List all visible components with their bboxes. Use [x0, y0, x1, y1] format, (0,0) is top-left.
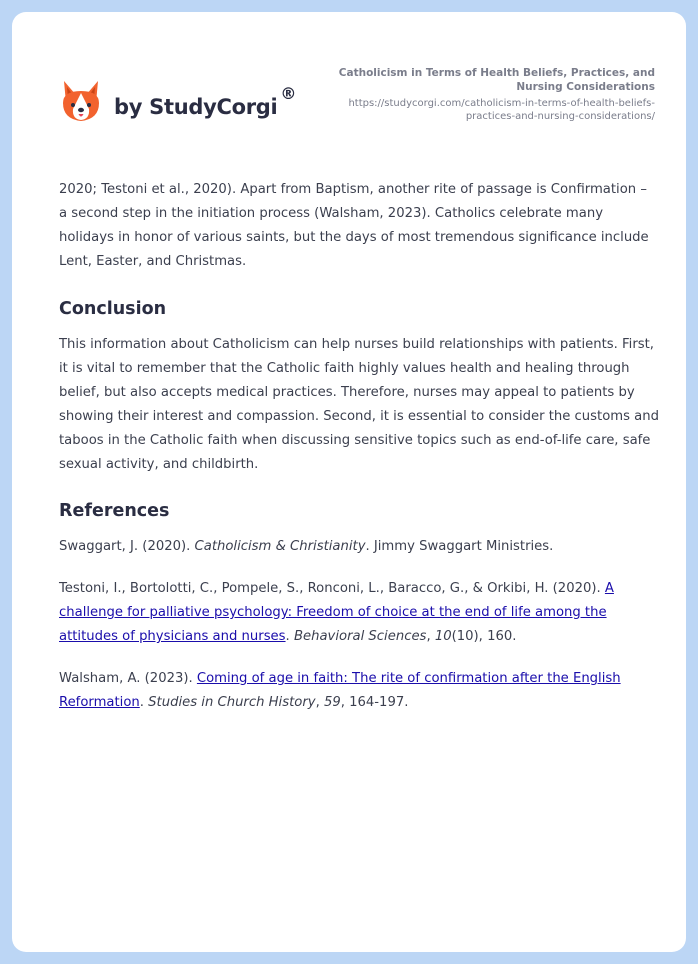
studycorgi-logo[interactable] [60, 76, 296, 128]
reference-item [59, 535, 659, 559]
conclusion-paragraph: This information about Catholicism can help nurses build relationships with patients. First, it is vital to remember that the Catholic faith highly values health and healing through belief, but also accepts medical practices. Therefore, nurses may appeal to patients by showing their interest and compassion. Second, it is essential to consider the customs and taboos in the Catholic faith when discussing sensitive topics such as end-of-life care, safe sexual activity, and childbirth. [59, 337, 659, 472]
reference-journal: Behavioral Sciences [293, 629, 427, 644]
references-heading: References [59, 501, 170, 521]
intro-paragraph: 2020; Testoni et al., 2020). Apart from Baptism, another rite of passage is Confirmation – a second step in the initiation process (Walsham, 2023). Catholics celebrate many holidays in honor of various saints, but the days of most tremendous significance include Lent, Easter, and Christmas. [59, 182, 649, 269]
document-url[interactable]: https://studycorgi.com/catholicism-in-terms-of-health-beliefs-practices-and-nursing-considerations/ [348, 98, 655, 122]
reference-separator: , [426, 629, 435, 644]
reference-volume: 10 [434, 629, 452, 644]
document-content [59, 178, 659, 715]
reference-volume: 59 [323, 695, 341, 710]
reference-link[interactable]: Coming of age in faith: The rite of confirmation after the English Reformation [59, 671, 621, 710]
reference-pages: (10), 160. [451, 629, 517, 644]
document-page [12, 12, 686, 952]
reference-item [59, 577, 659, 649]
reference-publisher: . Jimmy Swaggart Ministries. [365, 539, 554, 554]
document-header [325, 66, 655, 123]
reference-authors: Testoni, I., Bortolotti, C., Pompele, S., Ronconi, L., Baracco, G., & Orkibi, H. (2020). [59, 581, 605, 596]
reference-title: Catholicism & Christianity [194, 539, 366, 554]
reference-separator: , [315, 695, 324, 710]
reference-link[interactable]: A challenge for palliative psychology: Freedom of choice at the end of life among the attitudes of physicians and nurses [59, 581, 614, 644]
document-title: Catholicism in Terms of Health Beliefs, Practices, and Nursing Considerations [338, 67, 655, 93]
reference-separator: . [139, 695, 149, 710]
registered-mark: ® [280, 83, 297, 103]
reference-authors: Walsham, A. (2023). [59, 671, 197, 686]
brand-name: by StudyCorgi [114, 95, 278, 119]
reference-journal: Studies in Church History [148, 695, 316, 710]
reference-item [59, 667, 659, 715]
conclusion-heading: Conclusion [59, 299, 167, 319]
corgi-logo-icon [60, 79, 102, 125]
reference-authors: Swaggart, J. (2020). [59, 539, 195, 554]
reference-separator: . [285, 629, 294, 644]
reference-pages: , 164-197. [340, 695, 409, 710]
